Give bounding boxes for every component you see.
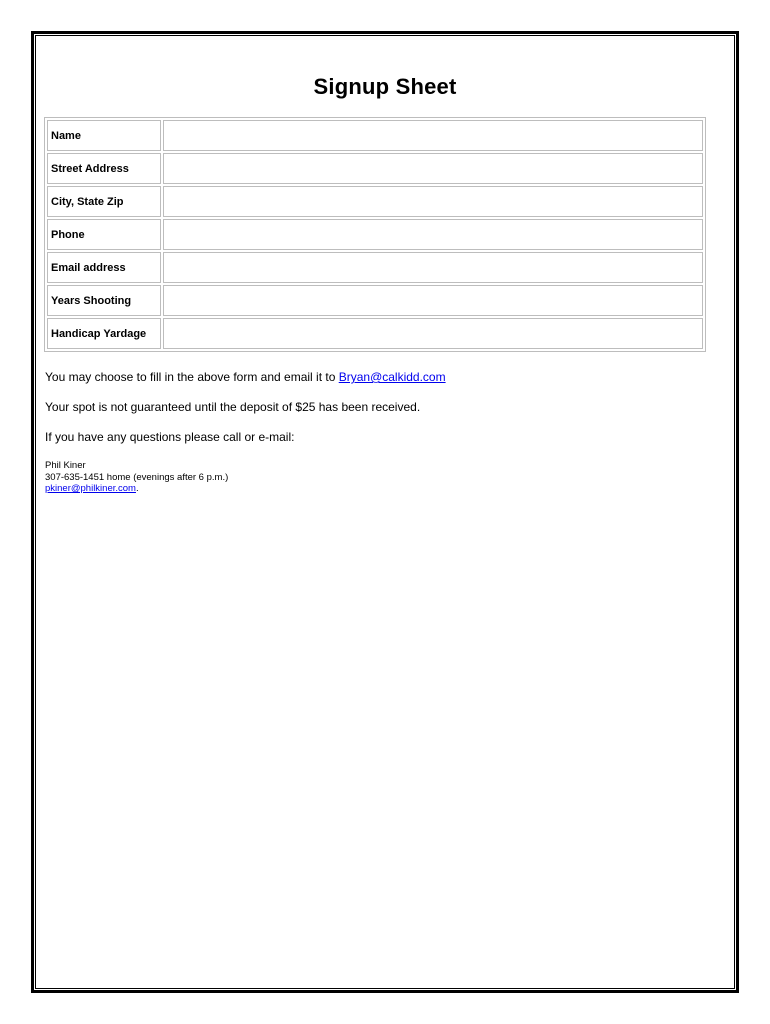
form-label-years-shooting: Years Shooting	[47, 285, 161, 316]
deposit-notice: Your spot is not guaranteed until the deposit of $25 has been received.	[45, 400, 421, 414]
form-label-name: Name	[47, 120, 161, 151]
form-label-city-state-zip: City, State Zip	[47, 186, 161, 217]
form-field-handicap-yardage[interactable]	[163, 318, 703, 349]
contact-name: Phil Kiner	[45, 460, 86, 471]
form-row-street-address	[47, 153, 703, 184]
form-row-years-shooting	[47, 285, 703, 316]
form-field-years-shooting[interactable]	[163, 285, 703, 316]
contact-block	[45, 460, 228, 495]
contact-email-line	[45, 483, 228, 495]
questions-line: If you have any questions please call or e-mail:	[45, 430, 295, 444]
form-label-email-address: Email address	[47, 252, 161, 283]
form-field-email-address[interactable]	[163, 252, 703, 283]
instruction-email-line	[45, 370, 446, 384]
form-field-name[interactable]	[163, 120, 703, 151]
form-row-handicap-yardage	[47, 318, 703, 349]
page-title: Signup Sheet	[313, 74, 457, 99]
form-row-phone	[47, 219, 703, 250]
form-label-street-address: Street Address	[47, 153, 161, 184]
form-label-handicap-yardage: Handicap Yardage	[47, 318, 161, 349]
instruction-email-text: You may choose to fill in the above form and email it to	[45, 370, 339, 384]
form-row-name	[47, 120, 703, 151]
form-field-city-state-zip[interactable]	[163, 186, 703, 217]
signup-form-table	[44, 117, 706, 352]
bryan-email-link[interactable]: Bryan@calkidd.com	[338, 370, 446, 384]
form-row-city-state-zip	[47, 186, 703, 217]
form-label-phone: Phone	[47, 219, 161, 250]
contact-email-link[interactable]: pkiner@philkiner.com	[45, 483, 136, 494]
form-field-phone[interactable]	[163, 219, 703, 250]
form-field-street-address[interactable]	[163, 153, 703, 184]
contact-phone: 307-635-1451 home (evenings after 6 p.m.)	[45, 471, 229, 483]
form-row-email-address	[47, 252, 703, 283]
contact-email-suffix: .	[135, 483, 139, 494]
